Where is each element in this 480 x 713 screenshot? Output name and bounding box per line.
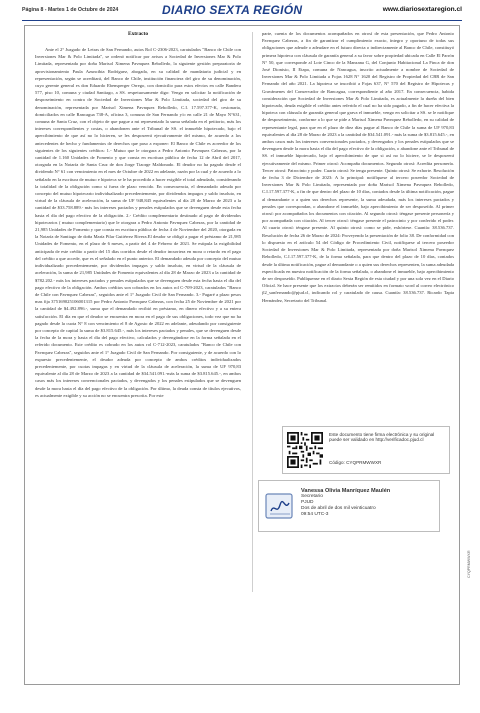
digital-signature-icon bbox=[263, 491, 297, 523]
verification-box bbox=[282, 426, 450, 474]
vertical-code bbox=[467, 478, 473, 578]
notice-heading: Extracto bbox=[127, 31, 149, 37]
header-rule bbox=[22, 20, 462, 21]
signer-role: Secretario bbox=[301, 494, 323, 499]
website-link[interactable]: www.diariosextaregion.cl bbox=[382, 6, 462, 13]
notice-column-left bbox=[35, 46, 241, 662]
vertical-code-text: CYQPRMWWXR bbox=[467, 550, 471, 578]
page-date: Página 8 - Martes 1 de Octubre de 2024 bbox=[22, 7, 119, 13]
verification-code: Código: CYQPRMWWXR bbox=[329, 460, 382, 465]
notice-column-right bbox=[262, 30, 454, 422]
notice-paragraph: parte, cuenta de los documentos acompañados en otrosí de esta presentación, que Pedro Antonio Pavnquez Cabezas, a fin de garantizar el cumplimiento exacto, íntegro y oportuno de todas sus obligaciones que adeude o adeudare en el futuro directa o indirectamente al Banco de Chile, constituyó primera hipoteca con cláusula de garantía general a su favor sobre propiedad ubicada en Calle El Parrón N° 50, que corresponde al Lote Cinco de la Manzana G, del Conjunto Habitacional La Finca de don José Dionisio, II Etapa, comuna de Nancagua, inscrito actualmente a nombre de Sociedad de Inversiones Mar & Polo Limitada a Fojas 1628 N° 1620 del Registro de Propiedad del CBR de San Fernando del año 2021. La hipoteca se inscribió a Fojas 637, N° 570 del Registro de Hipotecas y Gravámenes del Conservador de Rancagua, correspondiente al año 2017. En consecuencia, habida consideración que Sociedad de Inversiones Mar & Polo Limitada, es actualmente la dueña del bien hipotecado, deuda exigible el crédito antes referido el cual no ha sido pagado, a fin de hacer efectiva la hipoteca con cláusula de garantía general que grava el inmueble, vengo en solicitar a SS. se le notifique de desposeimiento, conforme a lo que se pide a Marisol Ximena Pavnquez Rebolledo, en su calidad de representante legal, para que en el plazo de diez días pague al Banco de Chile la suma de UF 970,83 equivalentes al día 28 de Marzo de 2023 a la cantidad de $34.541.091.- más la suma de $3.815.645.-, en ambos casos más los intereses convencionales pactados, y devengados y los penales estipulados que se devenguen desde la mora hasta el día del pago efectivo de la obligación, o abandone ante el Tribunal de SS. el inmueble hipotecado, bajo el apercibimiento de que si así no lo hiciere, se le desposeerá ejecutivamente del mismo. Primer otrosí: Acompaña documentos. Segundo otrosí: Acredita personería. Tercer otrosí: Patrocinio y poder. Cuarto otrosí: Se tenga presente. Quinto otrosí: Se exhorte. Resolución de fecha 3 de Diciembre de 2023: A lo principal: notifíquese al tercero poseedor Sociedad de Inversiones Mar & Polo Limitada, representada por doña Marisol Ximena Pavnquez Rebolledo, C.I.17.597.377-K, a fin de que dentro del plazo de 10 días, contados desde la última notificación, pague al demandante o a quien sus derechos represente, la suma adeudada, más los intereses pactados y penales que correspondan, o abandone el inmueble, bajo apercibimiento de ser desposeído. Al primer otrosí: por acompañados los documentos con citación. Al segundo otrosí: téngase presente personería y por acompañada con citación. Al tercer otrosí: téngase presente el patrocinio y por conferido el poder. Al cuarto otrosí: téngase presente. Al quinto otrosí: como se pide, exhórtese. Cuantía: 38.536.737. Resolución de fecha 26 de Marzo de 2024: Proveyendo la presentación de folio 38. De conformidad con lo dispuesto en el artículo 54 del Código de Procedimiento Civil, notifíquese al tercero poseedor Sociedad de Inversiones Mar & Polo Limitada, representada por doña Marisol Ximena Pavnquez Rebolledo, C.I.17.597.377-K, de la forma señalada, para que dentro del plazo de 10 días, contados desde la última notificación, pague al demandante o a quien sus derechos representen, la suma adeudada especificada en nuestra notificación de la forma señalada, o abandone el inmueble, bajo apercibimiento de ser desposeído. Publíquense en el diario Sexta Región de esta ciudad y por una sola vez en el Diario Oficial. Se hace presente que los extractos deberán ser remitidos en formato word al correo electrónico jl2_sanfernando@pjud.cl, indicando rol y caratulado de causa. Cuantía: 38.536.737. Ricardo Tapia Hernández, Secretario del Tribunal. bbox=[262, 31, 454, 303]
column-divider bbox=[252, 32, 253, 592]
signature-details bbox=[301, 488, 437, 518]
signature-date: Dos de abril de dos mil veinticuatro bbox=[301, 506, 376, 511]
qr-code-icon bbox=[287, 432, 323, 468]
signature-box bbox=[258, 480, 440, 532]
notice-paragraph: Ante el 2° Juzgado de Letras de San Fernando, autos Rol C-2306-2023, caratulados "Banco de Chile con Inversiones Mar & Polo Limitada", se ordenó notificar por avisos a Sociedad de Inversiones Mar & Polo Limitada, representada por doña Marisol Ximena Pavnquez Rebolledo, la siguiente gestión preparatoria de aprovisionamiento Paula Azuncibia Rodríguez, abogada, en su calidad de mandataria judicial y en representación, según se acreditará, del Banco de Chile, institución financiera del giro de su denominación, cuyo gerente general es don Eduardo Ebensperger Orrego, con domicilio para estos efectos en calle Bandera 577, piso 10, comuna y ciudad Santiago, a SS. respetuosamente digo: Vengo en solicitar la notificación de desposeimiento en contra de Sociedad de Inversiones Mar & Polo Limitada, sociedad del giro de su denominación, representada por Marisol Ximena Pavnquez Rebolledo, C.I. 17.597.377-K, cesionaria, domiciliados en calle Rancagua 738-A, oficina 3, comuna de San Fernando y/o en calle 21 de Mayo N°631, comuna de Santa Cruz, con el objeto de que pague a mi representado la suma señalada en el petitorio, más los intereses correspondientes y costas, o abandonen ante el Tribunal de SS. el inmueble hipotecado, bajo el apercibimiento de que así no lo hicieren, se les desposeerá ejecutivamente del mismo, de acuerdo a los antecedentes de hecho y fundamentos de derechos que paso a exponer: El Banco de Chile es acreedor de los siguientes de los siguientes créditos: 1.- Mutuo que le otorgara a Pedro Antonio Pavnquez Cabezas, por la cantidad de 1.160 Unidades de Fomento y que consta en escritura pública de fecha 12 de Abril del 2017, otorgada en la Notaría de Santa Cruz de don Jorge Tiaorge Maldonado. El deudor no ha pagado desde el dividendo N° 61 con vencimiento en el mes de Octubre de 2022 en adelante, razón por la cual y de acuerdo a lo señalado en la escritura de mutuo e hipoteca se le ha procedido a hacer exigible el total adeudado, considerando la totalidad de la obligación como si fuera de plazo vencido. En consecuencia, el demandado adeuda por concepto del mutuo hipotecario individualizado precedentemente, por dividendos impagos y saldo insoluto, en virtud de la cláusula de aceleración, la suma de UF 948,845 equivalentes al día 28 de Marzo de 2023 a la cantidad de $33.758.889.- más los intereses pactados y penales estipulados que se devenguen desde esta fecha hasta el día del pago efectivo de la obligación. 2.- Crédito complementario destinado al pago de dividendos hipotecarios ( mutuo complementario) que le otorgara a Pedro Antonio Pavnquez Cabezas, por la cantidad de 21,985 Unidades de Fomento y que consta en escritura pública de fecha 4 de Noviembre del 2020, otorgada en la Notaría de Santiago de doña María Pilar Gutiérrez Rivera.El deudor se obligó a pagar el préstamo de 21,985 Unidades de Fomento, en el plazo de 6 meses, a partir del 4 de Febrero de 2021. Se estipula la exigibilidad anticipada de este crédito a partir del 15 días corridos desde el deudor incurriera en mora o retardo en el pago del crédito a que accede, que es el señalado en el punto anterior. El demandado adeuda por concepto del mutuo individualizado precedentemente, por dividendos impagos y saldo insoluto, en virtud de la cláusula de aceleración, la suma de 21,985 Unidades de Fomento equivalentes al día 28 de Marzo de 2023 a la cantidad de $782.202.- más los intereses pactados y penales estipulados que se devenguen desde esta fecha hasta el día del pago efectivo de la obligación. Ambos créditos son cobrados en los autos rol C-709-2023, caratulados "Banco de Chile con Pavnquez Cabezas", seguidos ante el 1° Juzgado Civil de San Fernando. 3.- Pagaré a plazo pesos mas fija 375169025106001315 por Pedro Antonio Pavnquez Cabezas, con fecha 25 de Noviembre de 2021 por la cantidad de $4.492.896.-, suma que el demandado recibió en préstamo, en dinero efectivo y a su entera satisfacción. El día en que el deudor se encuentra en mora en el pago de sus obligaciones, todo vez que no ha pagado desde la cuota N° 8 con vencimiento el 8 de Agosto de 2022 en adelante, adeudando por consiguiente por concepto de capital la suma de $3.815.645.-, más los intereses pactados y penales, que se devenguen desde la fecha de la mora y hasta el día del pago efectivo, calculados y devengándose en la forma señalada en el referido documento. Este crédito es cobrado en los autos rol C-712-2023, caratulados "Banco de Chile con Pavnquez Cabezas", seguidos ante el 1° Juzgado Civil de San Fernando. Por consiguiente, y de acuerdo con lo expuesto precedentemente, el deudor adeuda por concepto de ambos créditos individualizados precedentemente, por cuotas impagas y en virtud de la cláusula de aceleración, la suma de UF 970,83 equivalente al día 28 de Marzo de 2023 a la cantidad de $34.541.091.-más la suma de $3.815.645.-, en ambos casos más los intereses convencionales pactados, y devengados y los penales estipulados que se devenguen desde la mora hasta el día del pago efectivo de la obligación. Por último, la deuda consta de títulos ejecutivos, es actualmente exigible y su acción no se encuentra prescrita. Por este bbox=[35, 47, 241, 398]
signature-time: 09:54 UTC-3 bbox=[301, 512, 329, 517]
page-header bbox=[22, 3, 462, 18]
masthead-title: DIARIO SEXTA REGIÓN bbox=[162, 3, 303, 17]
signer-name: Vanessa Olivia Manríquez Maulén bbox=[301, 488, 391, 494]
verification-text: Este documento tiene firma electrónica y su original puede ser validado en http://verificadoc.pjud.cl bbox=[329, 432, 435, 443]
signer-institution: PJUD bbox=[301, 500, 314, 505]
